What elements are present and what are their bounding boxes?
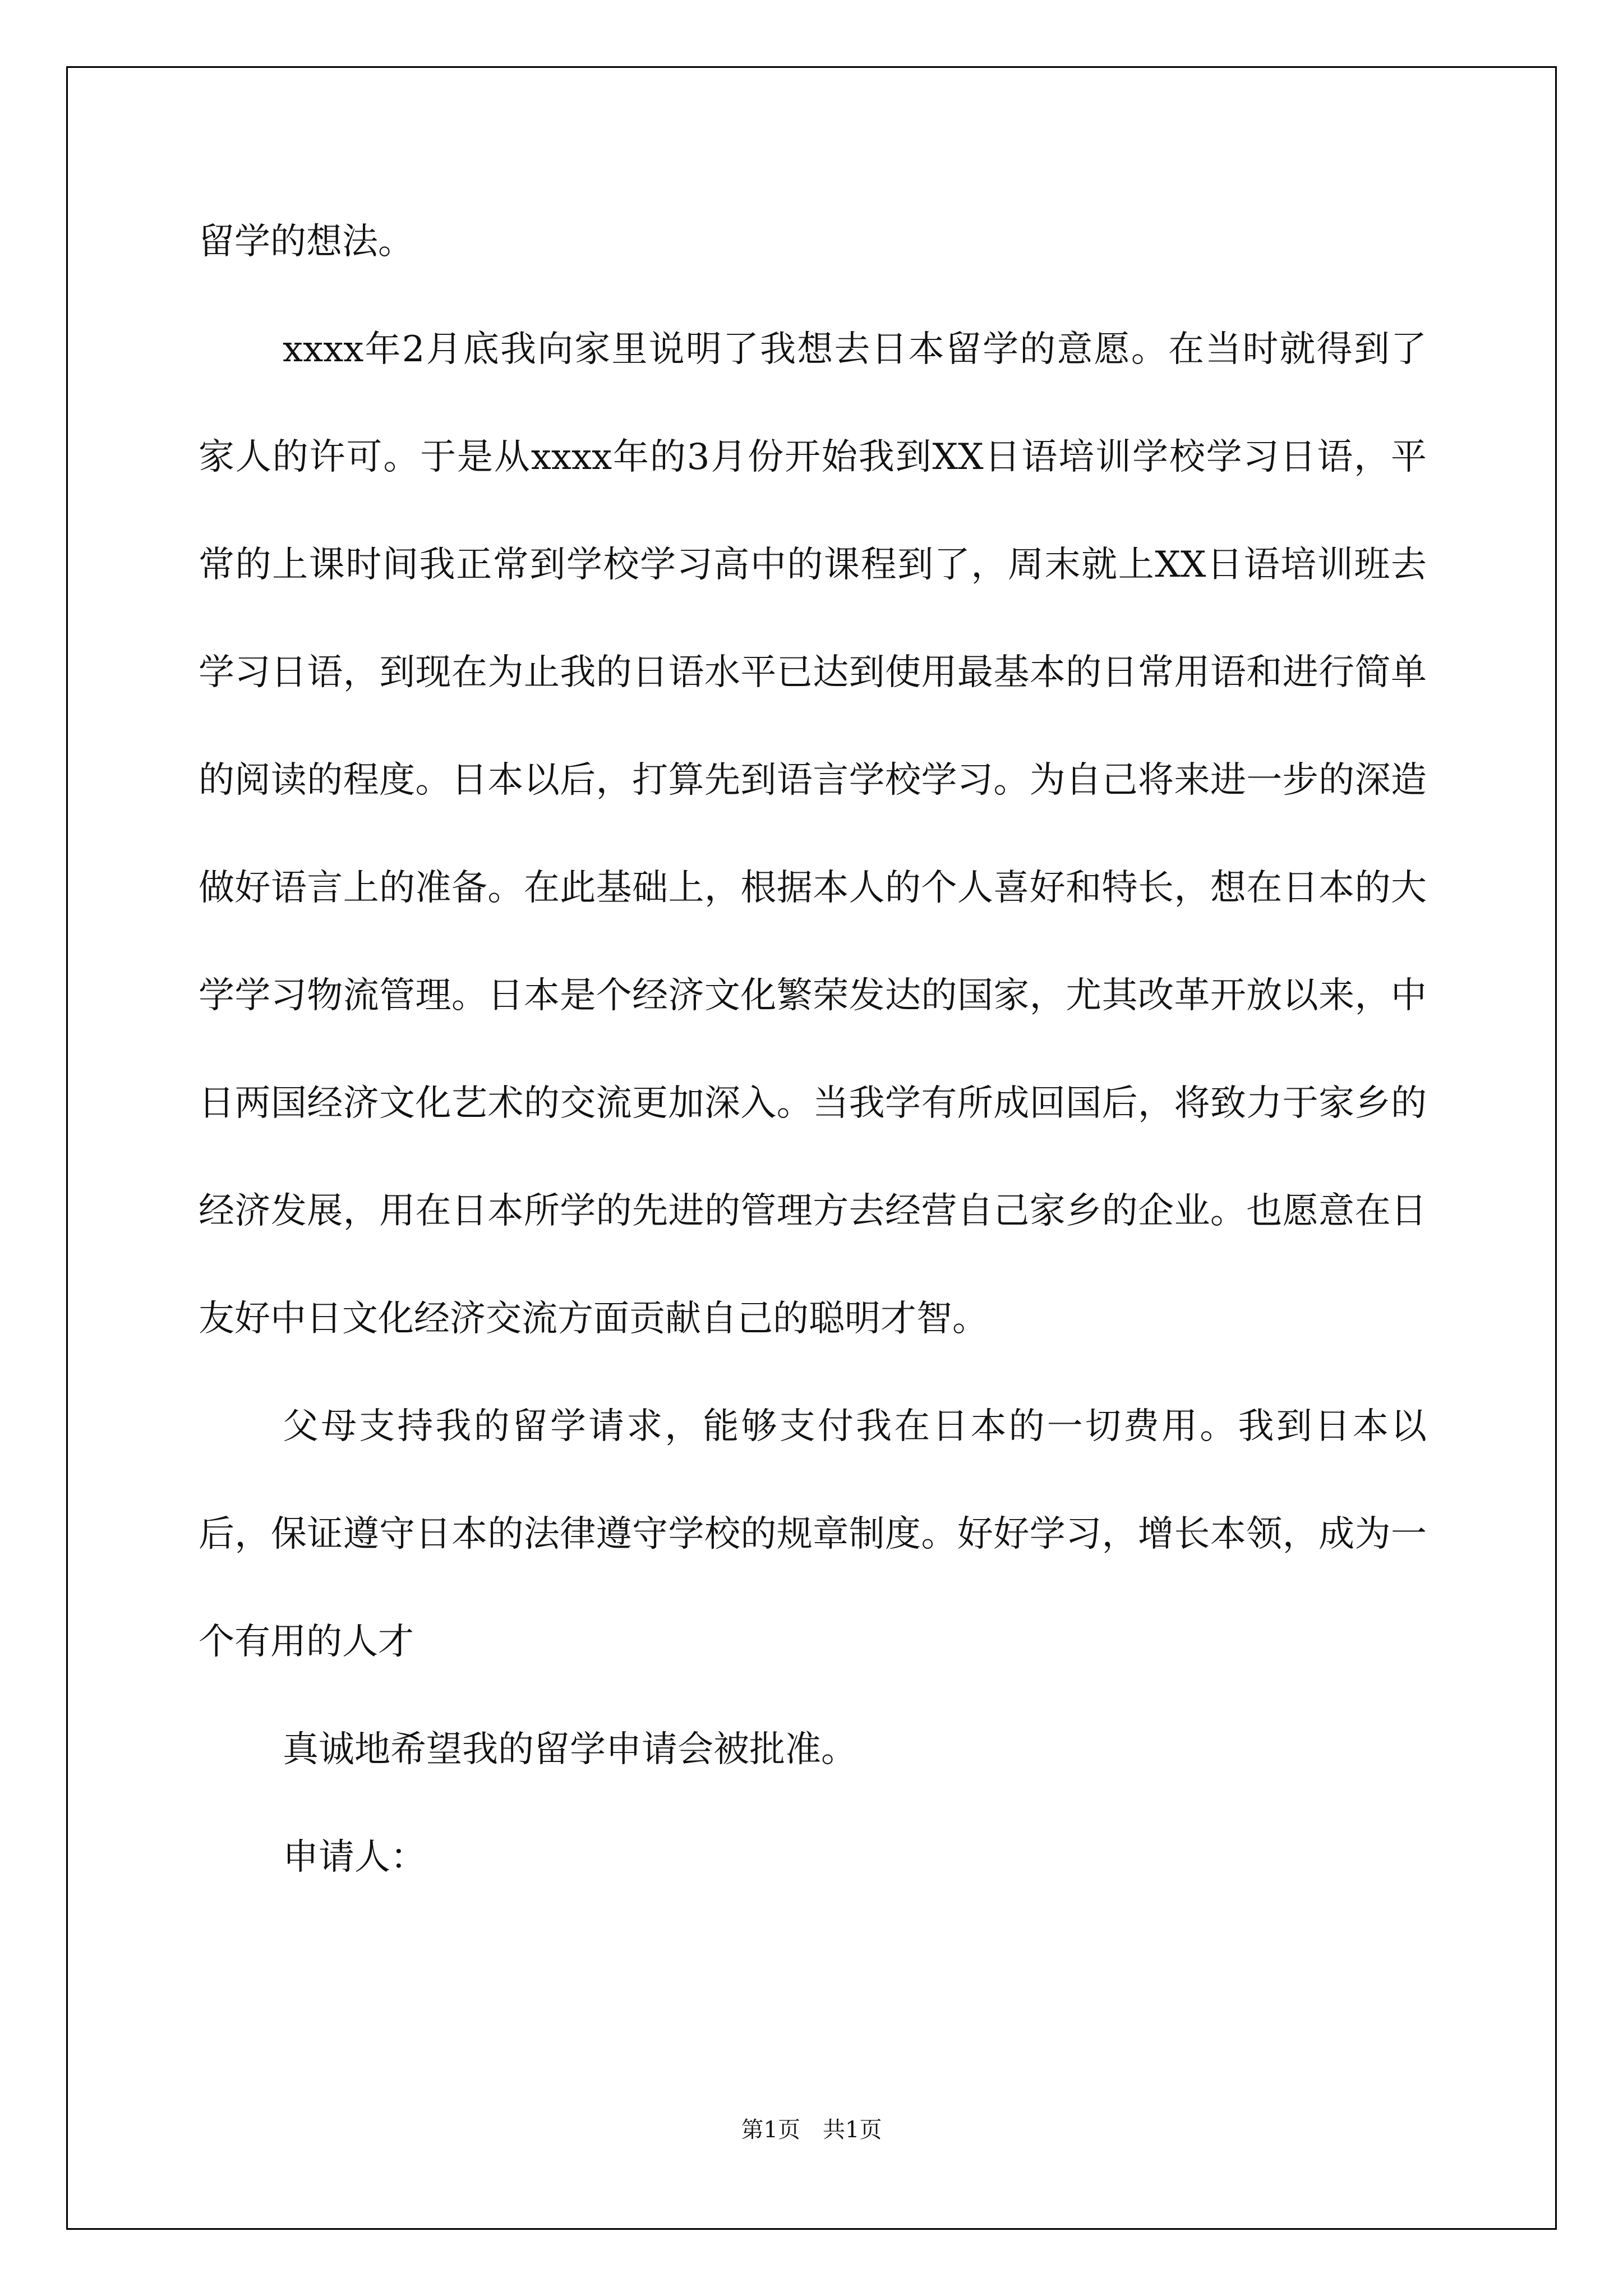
paragraph-parental-support: 父母支持我的留学请求，能够支付我在日本的一切费用。我到日本以后，保证遵守日本的法律遵守学校的规章制度。好好学习，增长本领，成为一个有用的人才 xyxy=(199,1406,1427,1663)
applicant-signature-line: 申请人： xyxy=(283,1837,426,1878)
paragraph-continuation: 留学的想法。 xyxy=(199,221,414,263)
document-body xyxy=(199,188,1427,1911)
paragraph-closing-wish: 真诚地希望我的留学申请会被批准。 xyxy=(283,1729,857,1770)
page-footer: 第1页 共1页 xyxy=(741,2117,882,2143)
paragraph-study-plan: xxxx年2月底我向家里说明了我想去日本留学的意愿。在当时就得到了家人的许可。于是从xxxx年的3月份开始我到XX日语培训学校学习日语，平常的上课时间我正常到学校学习高中的课程到了，周末就上XX日语培训班去学习日语，到现在为止我的日语水平已达到使用最基本的日常用语和进行简单的阅读的程度。日本以后，打算先到语言学校学习。为自己将来进一步的深造做好语言上的准备。在此基础上，根据本人的个人喜好和特长，想在日本的大学学习物流管理。日本是个经济文化繁荣发达的国家，尤其改革开放以来，中日两国经济文化艺术的交流更加深入。当我学有所成回国后，将致力于家乡的经济发展，用在日本所学的先进的管理方去经营自己家乡的企业。也愿意在日友好中日文化经济交流方面贡献自己的聪明才智。 xyxy=(199,329,1427,1340)
